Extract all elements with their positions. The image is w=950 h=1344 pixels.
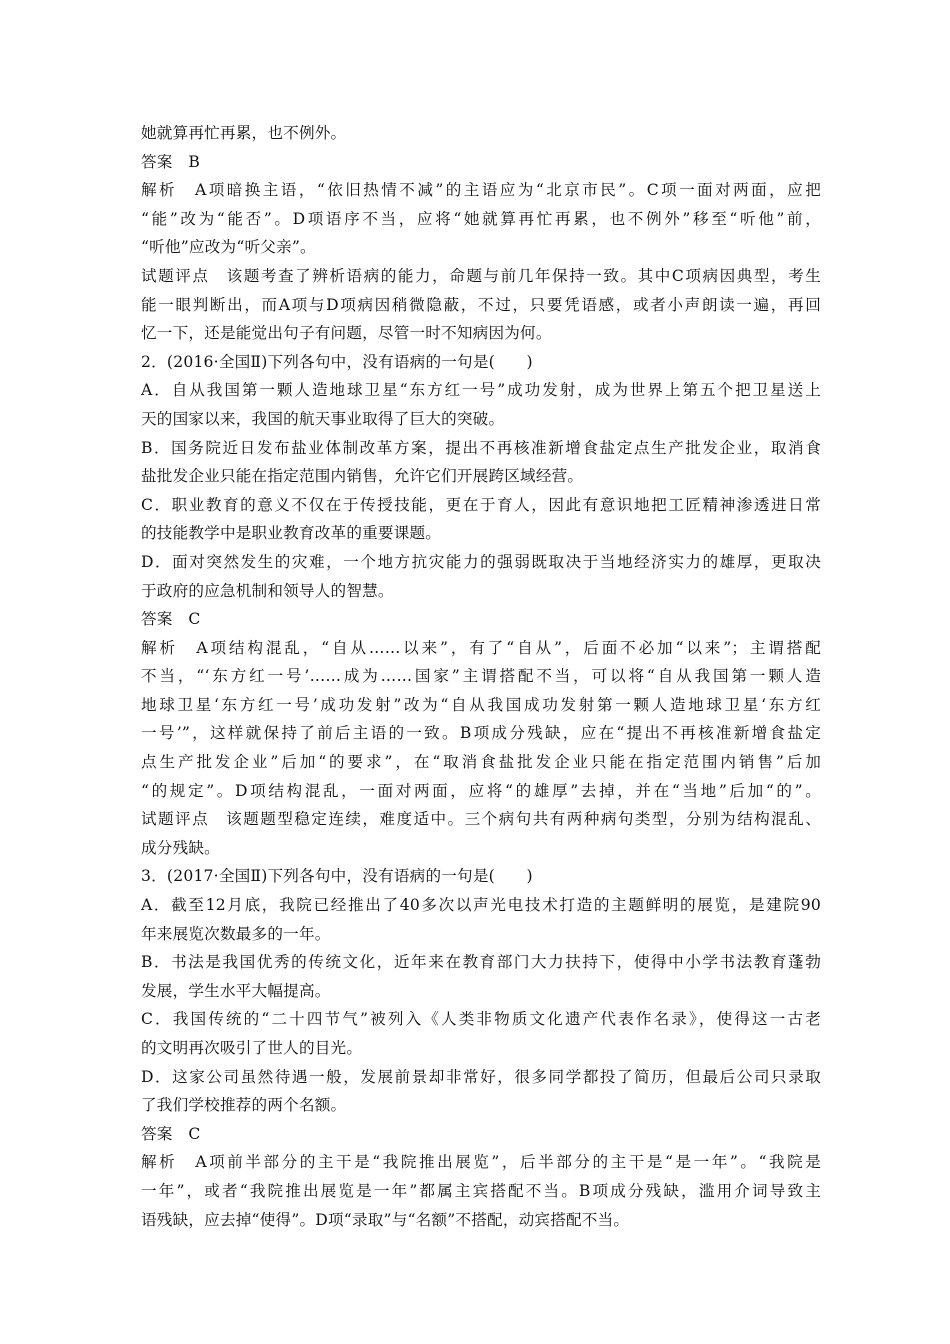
text-line: B．书法是我国优秀的传统文化，近年来在教育部门大力扶持下，使得中小学书法教育蓬勃 — [141, 953, 821, 972]
text-line: 年来展览次数最多的一年。 — [141, 924, 331, 943]
text-line: 3．(2017·全国Ⅱ)下列各句中，没有语病的一句是( ) — [141, 867, 533, 886]
text-line: 成分残缺。 — [141, 838, 220, 857]
text-line: 语残缺，应去掉“使得”。D项“录取”与“名额”不搭配，动宾搭配不当。 — [141, 1210, 630, 1229]
text-line: 2．(2016·全国Ⅱ)下列各句中，没有语病的一句是( ) — [141, 352, 533, 371]
text-line: 她就算再忙再累，也不例外。 — [141, 124, 347, 142]
text-line: 了我们学校推荐的两个名额。 — [141, 1096, 347, 1115]
text-line: “的规定”。D项结构混乱，一面对两面，应将“的雄厚”去掉，并在“当地”后加“的”。 — [141, 781, 821, 800]
text-line: B．国务院近日发布盐业体制改革方案，提出不再核准新增食盐定点生产批发企业，取消食 — [141, 438, 821, 457]
document-page — [141, 119, 821, 1234]
text-line: 一年”，或者“我院推出展览是一年”都属主宾搭配不当。B项成分残缺，滥用介词导致主 — [141, 1181, 821, 1200]
text-line: 答案 C — [141, 610, 201, 629]
text-line: 的技能教学中是职业教育改革的重要课题。 — [141, 524, 442, 543]
text-line: 解析 A项暗换主语，“依旧热情不减”的主语应为“北京市民”。C项一面对两面，应把 — [141, 181, 821, 200]
text-line: 解析 A项前半部分的主干是“我院推出展览”，后半部分的主干是“是一年”。“我院是 — [141, 1153, 821, 1172]
text-line: 试题评点 该题考查了辨析语病的能力，命题与前几年保持一致。其中C项病因典型，考生 — [141, 266, 821, 285]
text-line: C．我国传统的“二十四节气”被列入《人类非物质文化遗产代表作名录》，使得这一古老 — [141, 1010, 821, 1029]
text-line: “听他”应改为“听父亲”。 — [141, 238, 316, 257]
text-line: 忆一下，还是能觉出句子有问题，尽管一时不知病因为何。 — [141, 324, 552, 343]
text-line: C．职业教育的意义不仅在于传授技能，更在于育人，因此有意识地把工匠精神渗透进日常 — [141, 495, 821, 514]
text-line: 天的国家以来，我国的航天事业取得了巨大的突破。 — [141, 409, 505, 428]
text-line: 答案 B — [141, 152, 201, 171]
text-line: A．自从我国第一颗人造地球卫星“东方红一号”成功发射，成为世界上第五个把卫星送上 — [141, 381, 821, 400]
text-line: 能一眼判断出，而A项与D项病因稍微隐蔽，不过，只要凭语感，或者小声朗读一遍，再回 — [141, 295, 821, 314]
text-line: A．截至12月底，我院已经推出了40多次以声光电技术打造的主题鲜明的展览，是建院90 — [141, 896, 821, 915]
text-line: 地球卫星‘东方红一号’成功发射”改为“自从我国成功发射第一颗人造地球卫星‘东方红 — [141, 695, 821, 714]
text-line: 不当，“‘东方红一号’……成为……国家”主谓搭配不当，可以将“自从我国第一颗人造 — [141, 667, 821, 686]
text-line: 盐批发企业只能在指定范围内销售，允许它们开展跨区域经营。 — [141, 467, 584, 486]
text-line: D．这家公司虽然待遇一般，发展前景却非常好，很多同学都投了简历，但最后公司只录取 — [141, 1067, 821, 1086]
text-line: “能”改为“能否”。D项语序不当，应将“她就算再忙再累，也不例外”移至“听他”前， — [141, 209, 821, 228]
text-line: 的文明再次吸引了世人的目光。 — [141, 1039, 363, 1057]
text-line: 试题评点 该题题型稳定连续，难度适中。三个病句共有两种病句类型，分别为结构混乱、 — [141, 810, 821, 829]
text-line: 一号’”，这样就保持了前后主语的一致。B项成分残缺，应在“提出不再核准新增食盐定 — [141, 724, 821, 743]
text-line: 答案 C — [141, 1124, 201, 1143]
text-line: 发展，学生水平大幅提高。 — [141, 981, 331, 1000]
text-line: 于政府的应急机制和领导人的智慧。 — [141, 581, 394, 600]
text-line: 点生产批发企业”后加“的要求”，在“取消食盐批发企业只能在指定范围内销售”后加 — [141, 753, 821, 772]
text-line: 解析 A项结构混乱，“自从……以来”，有了“自从”，后面不必加“以来”；主谓搭配 — [141, 638, 821, 657]
text-line: D．面对突然发生的灾难，一个地方抗灾能力的强弱既取决于当地经济实力的雄厚，更取决 — [141, 552, 821, 571]
